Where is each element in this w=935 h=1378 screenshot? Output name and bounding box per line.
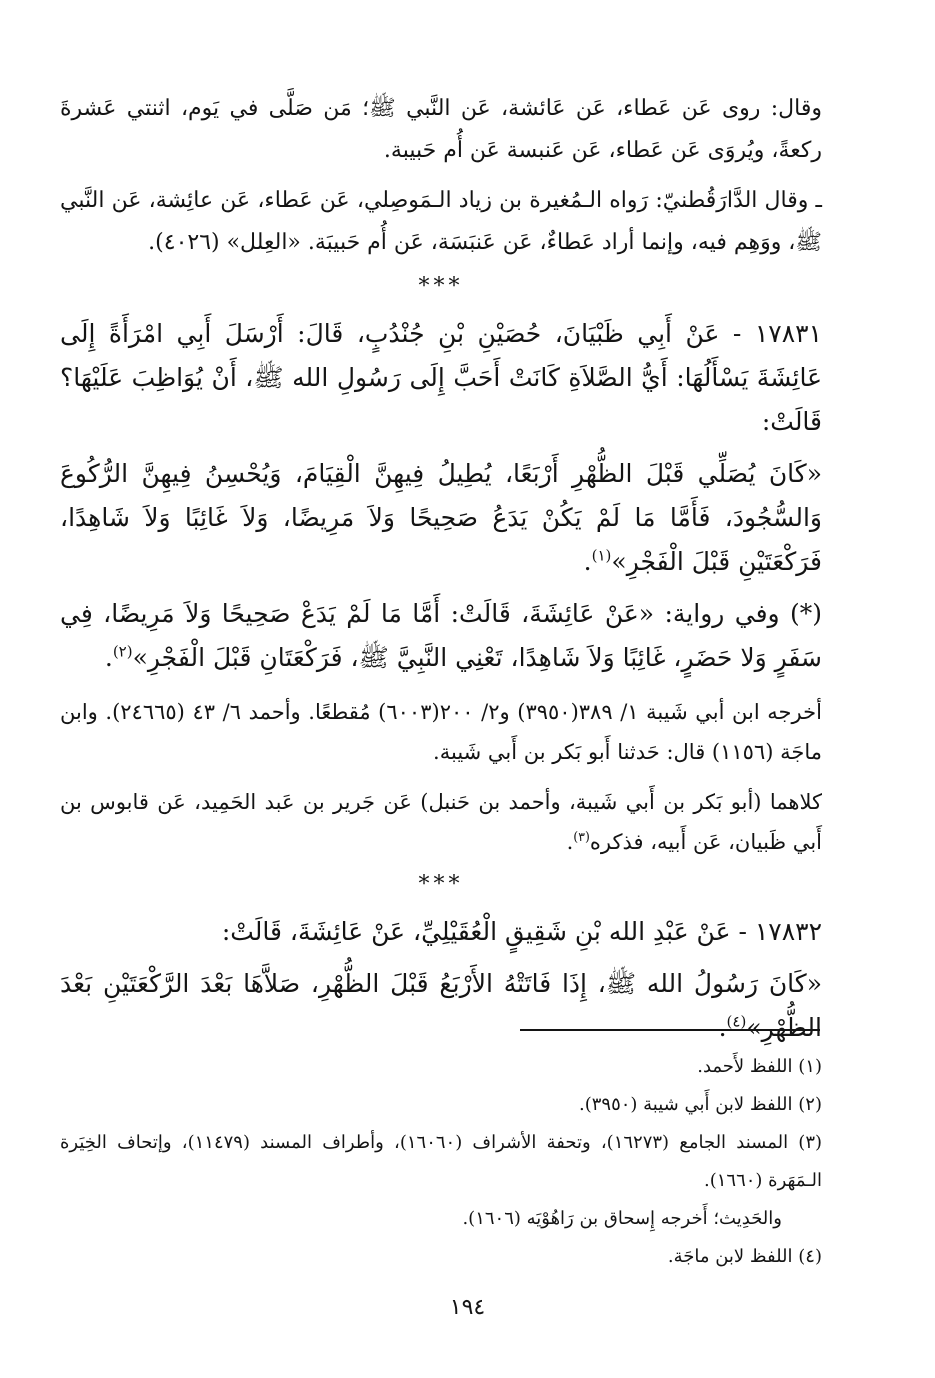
hadith-17831-intro: ١٧٨٣١ - عَنْ أَبِي ظَبْيَانَ، حُصَيْنِ بْنِ جُنْدُبٍ، قَالَ: أَرْسَلَ أَبِي امْرَأَةً إِلَى عَائِشَةَ يَسْأَلُهَا: أَيُّ الصَّلاَةِ كَانَتْ أَحَبَّ إِلَى رَسُولِ الله ﷺ، أَنْ يُوَاظِبَ عَلَيْهَا؟ قَالَتْ:	[60, 319, 822, 436]
hadith-17831-text: «كَانَ يُصَلِّي قَبْلَ الظُّهْرِ أَرْبَعًا، يُطِيلُ فِيهِنَّ الْقِيَامَ، وَيُحْسِنُ فِيهِنَّ الرُّكُوعَ وَالسُّجُودَ، فَأَمَّا مَا لَمْ يَكُنْ يَدَعُ صَحِيحًا وَلاَ مَرِيضًا، وَلاَ غَائِبًا وَلاَ شَاهِدًا، فَرَكْعَتَيْنِ قَبْلَ الْفَجْرِ»$^{(١)}$.	[60, 459, 822, 576]
footnote-ref-3: (٣)	[573, 829, 590, 844]
footnote-ref-2: (٢)	[112, 642, 133, 661]
hadith-17831-variant: (*) وفي رواية: «عَنْ عَائِشَةَ، قَالَتْ: أَمَّا مَا لَمْ يَدَعْ صَحِيحًا وَلاَ مَرِيضًا، فِي سَفَرٍ وَلا حَضَرٍ، غَائِبًا وَلاَ شَاهِدًا، تَعْنِي النَّبِيَّ ﷺ، فَرَكْعَتَانِ قَبْلَ الْفَجْرِ»$^{(٢)}$.	[60, 599, 822, 672]
source-paragraph-2-body: كلاهما (أبو بَكر بن أَبي شَيبة، وأحمد بن حَنبل) عَن جَرير بن عَبد الحَمِيد، عَن قابوس بن أَبي ظَبيان، عَن أَبيه، فذكره	[60, 790, 822, 854]
footnote-ref-4: (٤)	[726, 1012, 747, 1031]
hadith-17831-variant-body: (*) وفي رواية: «عَنْ عَائِشَةَ، قَالَتْ: أَمَّا مَا لَمْ يَدَعْ صَحِيحًا وَلاَ مَرِيضًا، فِي سَفَرٍ وَلا حَضَرٍ، غَائِبًا وَلاَ شَاهِدًا، تَعْنِي النَّبِيَّ ﷺ، فَرَكْعَتَانِ قَبْلَ الْفَجْرِ»	[60, 599, 822, 672]
hadith-17832-text: «كَانَ رَسُولُ الله ﷺ، إِذَا فَاتَتْهُ الأَرْبَعُ قَبْلَ الظُّهْرِ، صَلاَّهَا بَعْدَ الرَّكْعَتَيْنِ بَعْدَ الظُّهْرِ»$^{(٤)}$.	[60, 969, 822, 1042]
source-paragraph-1: أخرجه ابن أبي شَيبة ١/ ٣٨٩(٣٩٥٠) و٢/ ٢٠٠(٦٠٠٣) مُقطعًا. وأحمد ٦/ ٤٣ (٢٤٦٦٥). وابن ماجَة (١١٥٦) قال: حَدثنا أَبو بَكر بن أَبي شَيبة.	[60, 700, 822, 764]
footnote-4: (٤) اللفظ لابن ماجَة.	[667, 1246, 822, 1267]
footnote-ref-1: (١)	[591, 546, 612, 565]
footnotes	[60, 1048, 822, 1276]
hadith-17831-text-body: «كَانَ يُصَلِّي قَبْلَ الظُّهْرِ أَرْبَعًا، يُطِيلُ فِيهِنَّ الْقِيَامَ، وَيُحْسِنُ فِيهِنَّ الرُّكُوعَ وَالسُّجُودَ، فَأَمَّا مَا لَمْ يَكُنْ يَدَعُ صَحِيحًا وَلاَ مَرِيضًا، وَلاَ غَائِبًا وَلاَ شَاهِدًا، فَرَكْعَتَيْنِ قَبْلَ الْفَجْرِ»	[60, 459, 822, 576]
footnote-3-continuation: والحَدِيث؛ أَخرجه إِسحاق بن رَاهُوْيَه (١٦٠٦).	[462, 1208, 782, 1229]
hadith-17832-intro: ١٧٨٣٢ - عَنْ عَبْدِ الله بْنِ شَقِيقٍ الْعُقَيْلِيِّ، عَنْ عَائِشَةَ، قَالَتْ:	[221, 917, 822, 946]
page-number: ١٩٤	[449, 1295, 486, 1320]
paragraph-intro-2: ـ وقال الدَّارَقُطنيّ: رَواه الـمُغيرة بن زياد الـمَوصِلي، عَن عَطاء، عَن عائِشة، عَن النَّبي ﷺ، ووَهِم فيه، وإنما أراد عَطاءٌ، عَن عَنبَسَة، عَن أُم حَبيبَة. «العِلل» (٤٠٢٦).	[60, 188, 822, 255]
paragraph-intro-1: وقال: روى عَن عَطاء، عَن عَائشة، عَن النَّبي ﷺ؛ مَن صَلَّى في يَوم، اثنتي عَشرةَ ركعةً، ويُروَى عَن عَطاء، عَن عَنبسة عَن أُم حَبيبة.	[60, 96, 822, 163]
source-paragraph-2: كلاهما (أبو بَكر بن أَبي شَيبة، وأحمد بن حَنبل) عَن جَرير بن عَبد الحَمِيد، عَن قابوس بن أَبي ظَبيان، عَن أَبيه، فذكره$^{(٣)}$.	[60, 790, 822, 854]
page-body	[60, 88, 822, 1050]
footnote-3: (٣) المسند الجامع (١٦٢٧٣)، وتحفة الأشراف (١٦٠٦٠)، وأطراف المسند (١١٤٧٩)، وإتحاف الخِيَرة الـمَهَرة (١٦٦٠).	[60, 1132, 823, 1191]
footnote-2: (٢) اللفظ لابن أَبي شيبة (٣٩٥٠).	[578, 1094, 822, 1115]
footnote-1: (١) اللفظ لأَحمد.	[697, 1056, 822, 1077]
section-separator: ***	[418, 872, 464, 897]
section-separator: ***	[418, 274, 464, 299]
footnote-divider	[520, 1029, 820, 1031]
hadith-17832-text-body: «كَانَ رَسُولُ الله ﷺ، إِذَا فَاتَتْهُ الأَرْبَعُ قَبْلَ الظُّهْرِ، صَلاَّهَا بَعْدَ الرَّكْعَتَيْنِ بَعْدَ الظُّهْرِ»	[60, 969, 822, 1042]
